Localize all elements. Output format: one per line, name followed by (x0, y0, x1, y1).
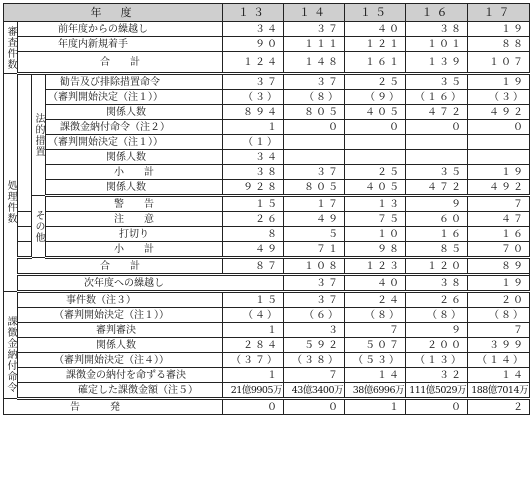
cell: ６０ (406, 212, 468, 227)
cell: ３７ (284, 165, 345, 180)
cell: 21億9905万 (223, 383, 284, 399)
table-row (4, 292, 530, 308)
cell: ７ (284, 368, 345, 383)
cell: １４ (345, 368, 406, 383)
cell: ０ (284, 120, 345, 135)
year-header: 年 度 (4, 4, 223, 22)
statistics-table (3, 3, 530, 415)
row-label: 勧告及び排除措置命令 (46, 74, 223, 90)
row-label: 審判審決 (18, 323, 223, 338)
cell (284, 135, 345, 150)
cell: ３８ (223, 165, 284, 180)
cell: （１４） (468, 353, 530, 368)
cell: １０１ (406, 37, 468, 52)
cell: １２０ (406, 258, 468, 275)
cell: １ (223, 323, 284, 338)
cell: ７ (468, 196, 530, 212)
header-row (4, 4, 530, 22)
cell: ４０ (345, 275, 406, 292)
table-row (4, 258, 530, 275)
row-label: （審判開始決定（注１）） (18, 308, 223, 323)
row-label: 次年度への繰越し (18, 275, 284, 292)
cell: ４７２ (406, 105, 468, 120)
cell: ０ (406, 120, 468, 135)
table-row (4, 196, 530, 212)
cell: ３２ (406, 368, 468, 383)
cell: ３８ (406, 22, 468, 37)
cell: ４７２ (406, 180, 468, 196)
table-row (4, 74, 530, 90)
cell: （５３） (345, 353, 406, 368)
cell: １５ (223, 196, 284, 212)
cell: ４９２ (468, 105, 530, 120)
cell: ２００ (406, 338, 468, 353)
cell: １６１ (345, 52, 406, 74)
cell: ４０５ (345, 105, 406, 120)
cell: ９ (406, 196, 468, 212)
cell: ８９ (468, 258, 530, 275)
cell (406, 150, 468, 165)
cell: ４９ (284, 212, 345, 227)
cell: （４） (223, 308, 284, 323)
cell: ０ (284, 399, 345, 415)
cell: （３） (468, 90, 530, 105)
cell: ８０５ (284, 180, 345, 196)
cell: ２６ (406, 292, 468, 308)
table-row (4, 338, 530, 353)
cell: １６ (406, 227, 468, 242)
cell: ２５ (345, 165, 406, 180)
cell: １０ (345, 227, 406, 242)
cell: １ (223, 368, 284, 383)
cell: ７５ (345, 212, 406, 227)
cell: ７ (468, 323, 530, 338)
row-label: 関係人数 (18, 338, 223, 353)
table-row (4, 353, 530, 368)
cell: １６ (468, 227, 530, 242)
cell: ７１ (284, 242, 345, 258)
group-kachokin: 課徴金納付命令 (4, 292, 18, 399)
cell: ２ (468, 399, 530, 415)
table-row (4, 150, 530, 165)
cell: 111億5029万 (406, 383, 468, 399)
cell: ８０５ (284, 105, 345, 120)
row-label: 打切り (46, 227, 223, 242)
cell: １０７ (468, 52, 530, 74)
cell: 188億7014万 (468, 383, 530, 399)
table-row (4, 368, 530, 383)
cell: ０ (406, 399, 468, 415)
table-row (4, 135, 530, 150)
cell (468, 150, 530, 165)
cell: ９ (406, 323, 468, 338)
cell (284, 150, 345, 165)
cell: ４０ (345, 22, 406, 37)
row-label: 合 計 (18, 52, 223, 74)
cell: （１） (223, 135, 284, 150)
year-col-5: １７ (468, 4, 530, 22)
table-row (4, 399, 530, 415)
cell: ８５ (406, 242, 468, 258)
cell: ３ (284, 323, 345, 338)
table-row (4, 120, 530, 135)
cell: ７０ (468, 242, 530, 258)
cell: １ (223, 120, 284, 135)
cell: （１６） (406, 90, 468, 105)
table-row (4, 52, 530, 74)
table-row (4, 90, 530, 105)
cell: １９ (468, 22, 530, 37)
cell: ３７ (284, 275, 345, 292)
cell: ８９４ (223, 105, 284, 120)
cell: ４９ (223, 242, 284, 258)
row-label: （審判開始決定（注１）） (46, 90, 223, 105)
cell: （３） (223, 90, 284, 105)
year-col-2: １４ (284, 4, 345, 22)
year-col-4: １６ (406, 4, 468, 22)
row-label: 告 発 (4, 399, 223, 415)
cell: ３５ (406, 74, 468, 90)
cell: ５９２ (284, 338, 345, 353)
cell: ０ (345, 120, 406, 135)
cell: ２０ (468, 292, 530, 308)
year-col-1: １３ (223, 4, 284, 22)
cell: ５ (284, 227, 345, 242)
table-row (4, 180, 530, 196)
row-label: 注 意 (46, 212, 223, 227)
cell: １２１ (345, 37, 406, 52)
cell: ８８ (468, 37, 530, 52)
cell: ８ (223, 227, 284, 242)
cell: （８） (406, 308, 468, 323)
table-row (4, 37, 530, 52)
cell: １２４ (223, 52, 284, 74)
row-label: 年度内新規着手 (18, 37, 223, 52)
cell: ０ (468, 120, 530, 135)
cell: １３９ (406, 52, 468, 74)
cell: １９ (468, 74, 530, 90)
cell: ２４ (345, 292, 406, 308)
table-row (4, 165, 530, 180)
cell: １９ (468, 165, 530, 180)
cell (468, 135, 530, 150)
table-row (4, 275, 530, 292)
table-row (4, 22, 530, 37)
cell: ２８４ (223, 338, 284, 353)
cell: ９０ (223, 37, 284, 52)
row-label: 課徴金の納付を命ずる審決 (18, 368, 223, 383)
cell: （９） (345, 90, 406, 105)
table-row (4, 242, 530, 258)
cell: ０ (223, 399, 284, 415)
group-shori: 処理件数 (4, 74, 18, 292)
cell (406, 135, 468, 150)
row-label: 小 計 (46, 242, 223, 258)
row-label: 事件数（注３） (18, 292, 223, 308)
cell: （３８） (284, 353, 345, 368)
cell: 43億3400万 (284, 383, 345, 399)
row-label: 警 告 (46, 196, 223, 212)
cell (345, 150, 406, 165)
table-row (4, 227, 530, 242)
cell: ２６ (223, 212, 284, 227)
row-label: 関係人数 (46, 180, 223, 196)
cell: ４０５ (345, 180, 406, 196)
cell: ３７ (284, 22, 345, 37)
cell: １９ (468, 275, 530, 292)
cell: １０８ (284, 258, 345, 275)
cell: ７ (345, 323, 406, 338)
cell: ４７ (468, 212, 530, 227)
cell: ９２８ (223, 180, 284, 196)
cell: ８７ (223, 258, 284, 275)
cell: ３９９ (468, 338, 530, 353)
cell: ３７ (284, 74, 345, 90)
table-row (4, 308, 530, 323)
row-label: 小 計 (46, 165, 223, 180)
cell: ５０７ (345, 338, 406, 353)
cell: ３８ (406, 275, 468, 292)
table-row (4, 383, 530, 399)
cell: ９８ (345, 242, 406, 258)
cell: （８） (345, 308, 406, 323)
cell: １４８ (284, 52, 345, 74)
cell: １ (345, 399, 406, 415)
row-label: 関係人数 (46, 105, 223, 120)
cell: （１３） (406, 353, 468, 368)
cell: ２５ (345, 74, 406, 90)
cell: ３４ (223, 22, 284, 37)
row-label: 確定した課徴金額（注５） (18, 383, 223, 399)
cell: １４ (468, 368, 530, 383)
cell: １５ (223, 292, 284, 308)
cell: ３４ (223, 150, 284, 165)
statistics-table-container (3, 3, 530, 415)
cell: ３７ (223, 74, 284, 90)
cell: （８） (284, 90, 345, 105)
group-shinsa: 審査件数 (4, 22, 18, 74)
cell: ３７ (284, 292, 345, 308)
cell: 38億6996万 (345, 383, 406, 399)
cell: １２３ (345, 258, 406, 275)
cell: ４９２ (468, 180, 530, 196)
cell: １３ (345, 196, 406, 212)
table-row (4, 323, 530, 338)
row-label: 関係人数 (46, 150, 223, 165)
cell: ３５ (406, 165, 468, 180)
cell: １１１ (284, 37, 345, 52)
cell: （８） (468, 308, 530, 323)
row-label: 課徴金納付命令（注２） (46, 120, 223, 135)
row-label: 前年度からの繰越し (18, 22, 223, 37)
table-row (4, 212, 530, 227)
cell: １７ (284, 196, 345, 212)
cell: （３７） (223, 353, 284, 368)
row-label: 合 計 (18, 258, 223, 275)
group-sonota: その他 (32, 196, 46, 258)
cell: （６） (284, 308, 345, 323)
row-label: （審判開始決定（注４）） (18, 353, 223, 368)
table-row (4, 105, 530, 120)
group-houteki: 法的措置 (32, 74, 46, 196)
cell (345, 135, 406, 150)
row-label: （審判開始決定（注１）） (46, 135, 223, 150)
year-col-3: １５ (345, 4, 406, 22)
